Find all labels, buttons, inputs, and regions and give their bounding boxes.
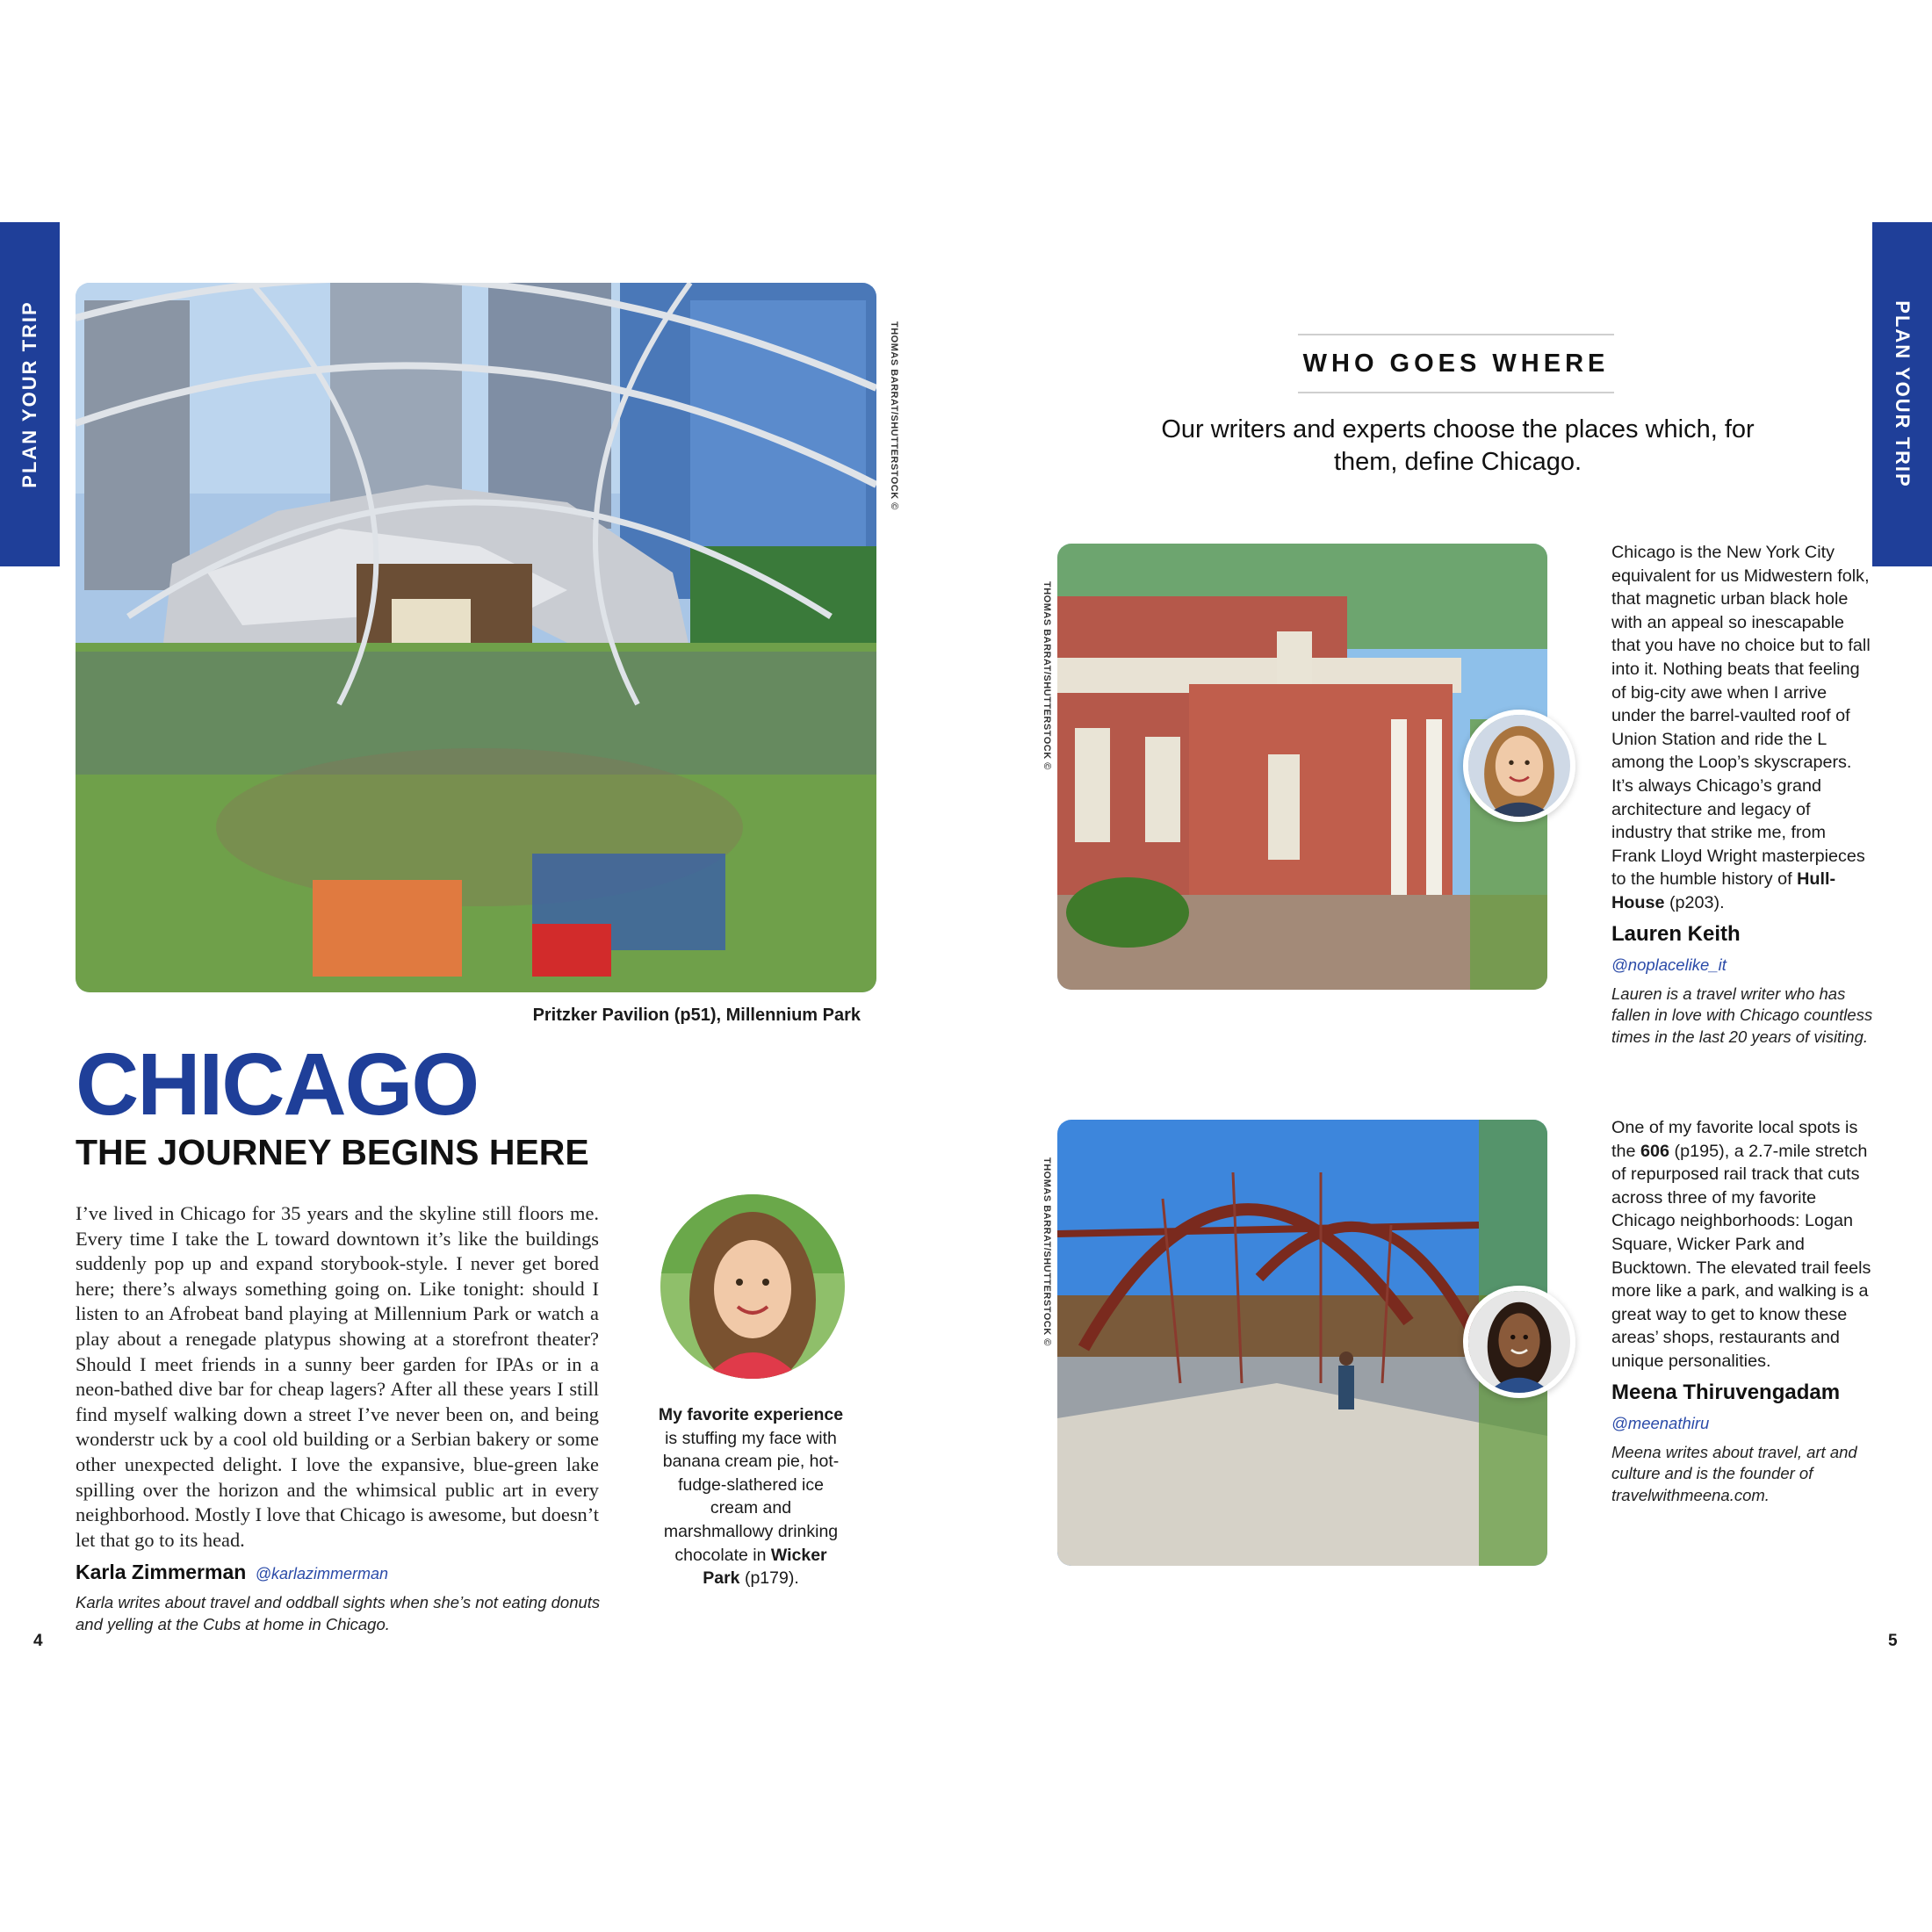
- page-number-right: 5: [1888, 1632, 1898, 1650]
- writer-text-after: (p203).: [1669, 892, 1725, 912]
- writer-text: [1611, 541, 1875, 915]
- writer-text-before: Chicago is the New York City equivalent for us Midwestern folk, that magnetic urban black hole with an appeal so inescapable that you have no choice but to fall into it. Nothing beats that feeling of big-city awe when I arrive under the barrel-vaulted roof of Union Station and ride the L among the Loop’s skyscrapers. It’s always Chicago’s grand architecture and legacy of industry that strike me, from Frank Lloyd Wright masterpieces to the humble history of: [1611, 543, 1871, 890]
- writer-bio: Lauren is a travel writer who has fallen in love with Chicago countless times in the last 20 years of visiting.: [1611, 984, 1873, 1046]
- writer-block-meena: [1611, 1116, 1875, 1506]
- author-name: Karla Zimmerman: [76, 1561, 247, 1583]
- section-title: WHO GOES WHERE: [1302, 350, 1610, 378]
- writer-bio: Meena writes about travel, art and culture and is the founder of travelwithmeena.com.: [1611, 1442, 1857, 1504]
- writer-avatar-meena: [1463, 1286, 1575, 1398]
- side-tab-right: [1872, 222, 1932, 566]
- author-avatar: [660, 1194, 845, 1379]
- writer-text: [1611, 1116, 1875, 1373]
- writer-text-before: One of my favorite local spots is the: [1611, 1118, 1858, 1161]
- page-number-left: 4: [33, 1632, 43, 1650]
- side-tab-label: PLAN YOUR TRIP: [1892, 300, 1914, 488]
- photo-credit: THOMAS BARRAT/SHUTTERSTOCK ©: [889, 321, 899, 510]
- author-handle[interactable]: @karlazimmerman: [255, 1565, 389, 1582]
- photo-credit: THOMAS BARRAT/SHUTTERSTOCK ©: [1042, 581, 1052, 770]
- pritzker-pavilion-photo: [76, 283, 876, 992]
- photo-caption: Pritzker Pavilion (p51), Millennium Park: [532, 1006, 861, 1025]
- photo-credit: THOMAS BARRAT/SHUTTERSTOCK ©: [1042, 1157, 1052, 1346]
- writer-highlight: Hull-House: [1611, 869, 1836, 912]
- writer-block-lauren: [1611, 541, 1875, 1048]
- writer-avatar-lauren: [1463, 710, 1575, 822]
- writer-handle[interactable]: @noplacelike_it: [1611, 955, 1727, 974]
- section-rule-bottom: [1298, 392, 1614, 393]
- favorite-place: Wicker Park: [703, 1545, 827, 1589]
- section-subtitle: Our writers and experts choose the places which, for them, define Chicago.: [1161, 415, 1755, 476]
- writer-handle[interactable]: @meenathiru: [1611, 1413, 1710, 1432]
- intro-paragraph: I’ve lived in Chicago for 35 years and the skyline still floors me. Every time I take the L toward downtown it’s like the buildings suddenly pop up and expand storybook-style. I never get bored here; there’s always something going on. Like tonight: should I listen to an Afrobeat band playing at Millennium Park or watch a play about a renegade platypus showing at a storefront theater? Should I meet friends in a sunny beer garden for IPAs or in a neon-bathed dive bar for cheap lagers? After all these years I still find myself walking down a street I’ve never been on, and being wonderstr uck by a cool old building or a Serbian bakery or some other unexpected delight. I love the expansive, blue-green lake spilling over the horizon and the whimsical public art in every neighborhood. Mostly I love that Chicago is awesome, but doesn’t let that go to its head.: [76, 1202, 599, 1551]
- author-byline: [76, 1561, 388, 1584]
- side-tab-label: PLAN YOUR TRIP: [18, 300, 40, 488]
- writer-highlight: 606: [1640, 1141, 1670, 1161]
- section-rule-top: [1298, 334, 1614, 335]
- favorite-lead: My favorite experience: [658, 1405, 844, 1424]
- writer-name: Lauren Keith: [1611, 921, 1741, 946]
- favorite-experience: [654, 1403, 847, 1590]
- page-title: CHICAGO: [76, 1035, 479, 1134]
- side-tab-left: [0, 222, 60, 566]
- writer-text-after: (p195), a 2.7-mile stretch of repurposed rail track that cuts across three of my favorite Chicago neighborhoods: Logan Square, Wicker Park and Bucktown. The elevated trail feels more like a park, and walking is a great way to get to know these areas’ shops, restaurants and unique personalities.: [1611, 1141, 1871, 1371]
- author-bio: Karla writes about travel and oddball sights when she’s not eating donuts and yelling at the Cubs at home in Chicago.: [76, 1593, 601, 1633]
- favorite-text: is stuffing my face with banana cream pie, hot-fudge-slathered ice cream and marshmallowy drinking chocolate in: [662, 1428, 840, 1565]
- favorite-ref: (p179).: [744, 1568, 799, 1589]
- page-subtitle: THE JOURNEY BEGINS HERE: [76, 1132, 589, 1172]
- writer-name: Meena Thiruvengadam: [1611, 1380, 1841, 1404]
